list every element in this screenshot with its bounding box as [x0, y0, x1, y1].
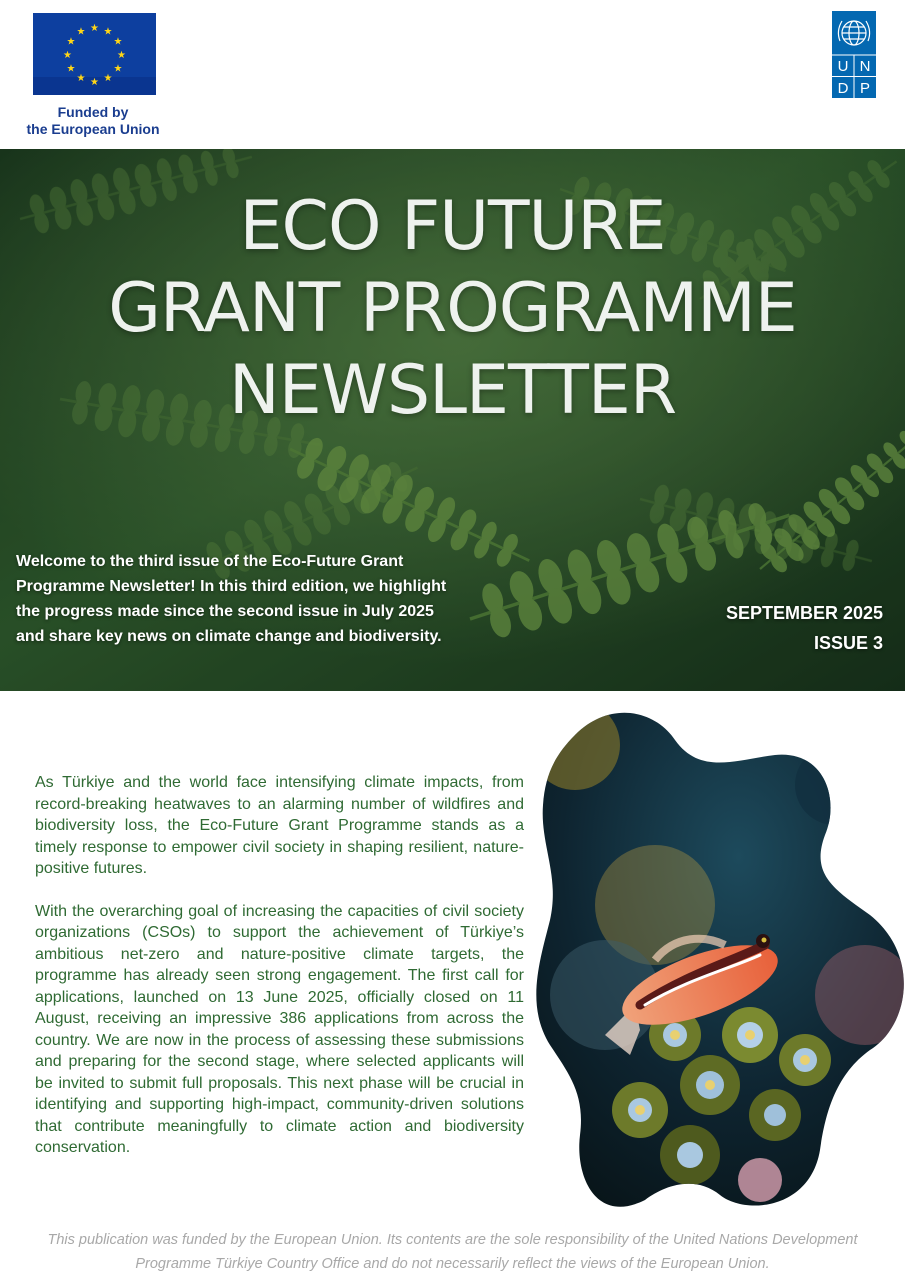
newsletter-title [0, 186, 905, 432]
svg-text:★: ★ [103, 26, 113, 38]
eu-flag-logo [33, 13, 156, 95]
undp-letter-u: U [837, 58, 849, 75]
eu-caption-line1: Funded by [57, 104, 129, 120]
svg-text:★: ★ [66, 36, 76, 48]
eu-disclaimer: This publication was funded by the European Union. Its contents are the sole responsibility of the United Nations Development Programme Türkiye Country Office and do not necessarily reflect the views of the European Union. [47, 1232, 858, 1272]
svg-text:★: ★ [103, 73, 113, 84]
article-body [35, 772, 524, 1180]
title-line-3: NEWSLETTER [228, 351, 677, 430]
undp-logo [832, 11, 876, 98]
eu-caption-line2: the European Union [26, 121, 160, 137]
svg-text:★: ★ [113, 63, 123, 75]
issue-info [726, 598, 883, 658]
issue-number: ISSUE 3 [813, 633, 883, 653]
article-paragraph: As Türkiye and the world face intensifying climate impacts, from record-breaking heatwaves to an alarming number of wildfires and biodiversity loss, the Eco-Future Grant Programme stands as a timely response to empower civil society in shaping resilient, nature-positive futures. [35, 774, 524, 877]
title-line-1: ECO FUTURE [239, 187, 666, 266]
svg-text:★: ★ [113, 36, 123, 48]
article-paragraph: With the overarching goal of increasing the capacities of civil society organizations (CSOs) to support the achievement of Türkiye’s ambitious net-zero and nature-positive climate targets, the programme has already seen strong engagement. The first call for applications, launched on 13 June 2025, officially closed on 11 August, receiving an impressive 386 applications from across the country. We are now in the process of assessing these submissions and preparing for the second stage, where selected applicants will be invited to submit full proposals. This next phase will be crucial in identifying and supporting high-impact, community-driven solutions that contribute meaningfully to climate action and biodiversity conservation. [35, 902, 524, 1156]
undp-letter-d: D [837, 80, 849, 97]
svg-text:★: ★ [90, 23, 99, 34]
welcome-intro: Welcome to the third issue of the Eco-Future Grant Programme Newsletter! In this third edition, we highlight the progress made since the second issue in July 2025 and share key news on climate change and biodiversity. [16, 553, 447, 645]
svg-text:★: ★ [117, 50, 126, 61]
svg-text:★: ★ [90, 77, 99, 88]
svg-text:★: ★ [76, 73, 86, 84]
svg-text:★: ★ [63, 50, 72, 61]
svg-text:★: ★ [66, 63, 76, 75]
issue-date: SEPTEMBER 2025 [725, 603, 883, 623]
title-line-2: GRANT PROGRAMME [108, 269, 797, 348]
reef-fish-image [535, 705, 905, 1210]
undp-letter-p: P [859, 80, 871, 97]
undp-letter-n: N [859, 58, 871, 75]
eu-funding-caption [18, 104, 168, 138]
svg-text:★: ★ [76, 26, 86, 38]
